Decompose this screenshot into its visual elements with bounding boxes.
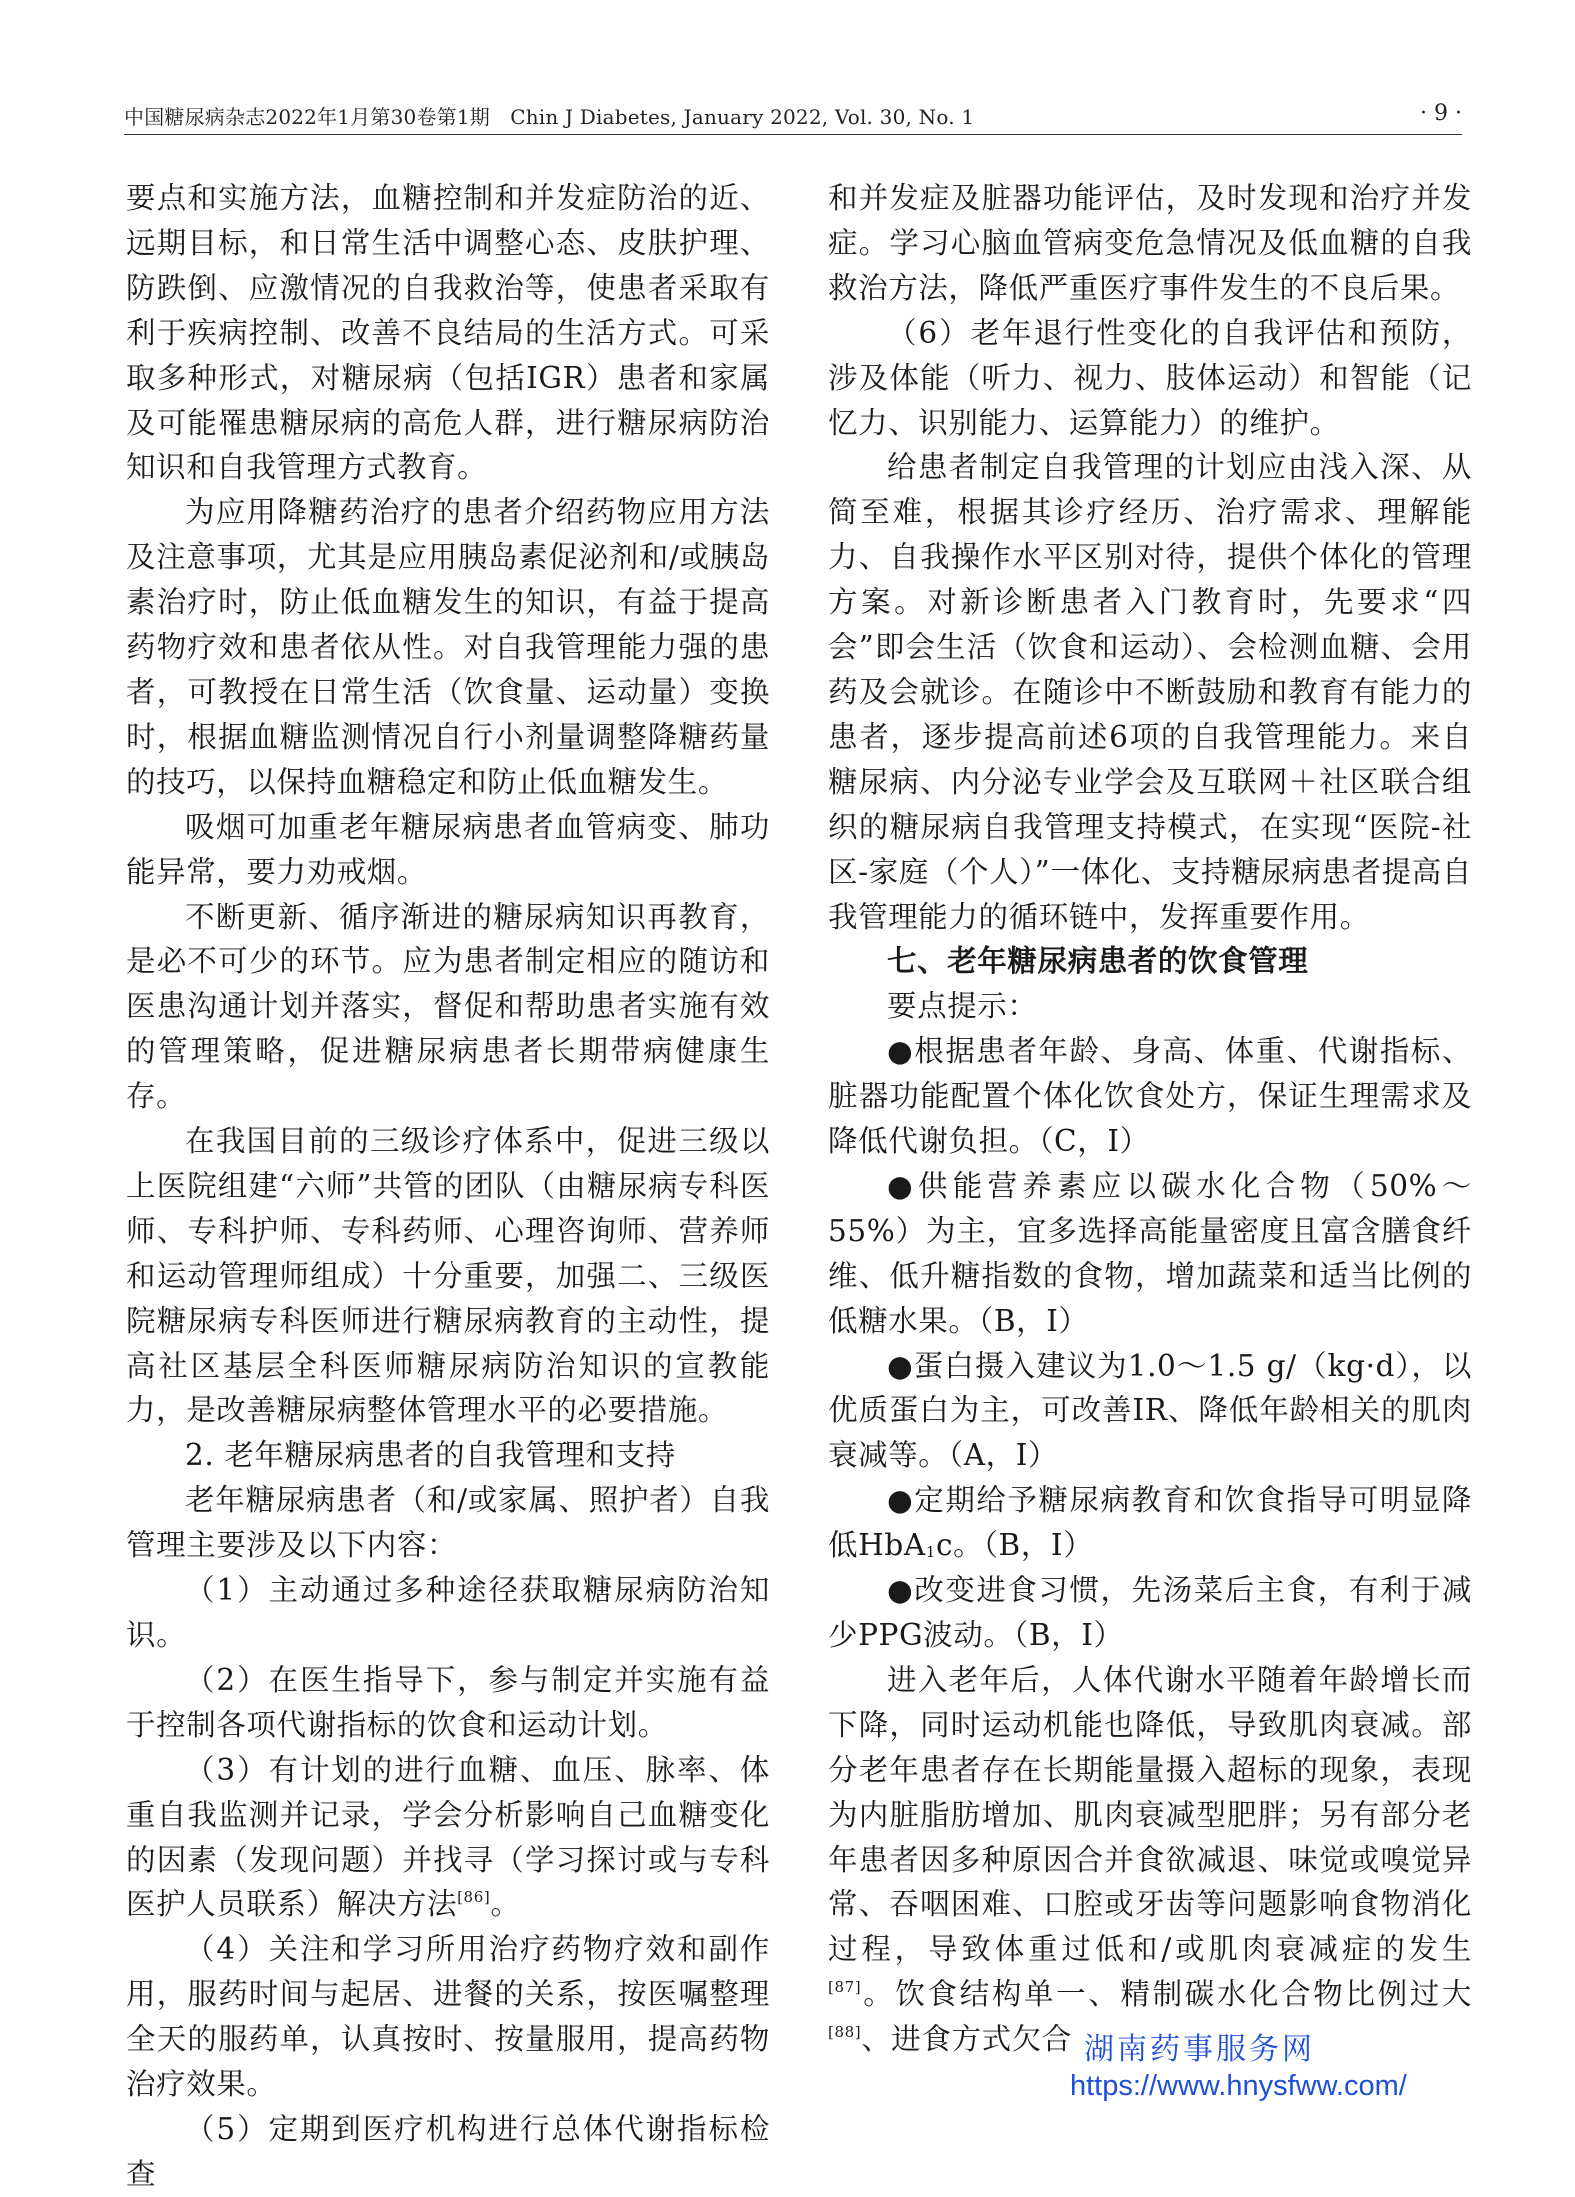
header-rule xyxy=(124,134,1462,135)
running-header xyxy=(124,101,1462,131)
paragraph: 吸烟可加重老年糖尿病患者血管病变、肺功能异常，要力劝戒烟。 xyxy=(126,809,770,889)
section-heading: 七、老年糖尿病患者的饮食管理 xyxy=(887,943,1309,979)
paragraph-text: 、进食方式欠合 xyxy=(861,2022,1072,2057)
sentence-end: 。 xyxy=(490,1887,521,1922)
paragraph: 在我国目前的三级诊疗体系中，促进三级以上医院组建“六师”共管的团队（由糖尿病专科医师、专科护师、专科药师、心理咨询师、营养师和运动管理师组成）十分重要，加强二、三级医院糖尿病专科医师进行糖尿病教育的主动性，提高社区基层全科医师糖尿病防治知识的宣教能力，是改善糖尿病整体管理水平的必要措施。 xyxy=(126,1124,770,1428)
paragraph: 给患者制定自我管理的计划应由浅入深、从简至难，根据其诊疗经历、治疗需求、理解能力、自我操作水平区别对待，提供个体化的管理方案。对新诊断患者入门教育时，先要求“四会”即会生活（饮食和运动）、会检测血糖、会用药及会就诊。在随诊中不断鼓励和教育有能力的患者，逐步提高前述6项的自我管理能力。来自糖尿病、内分泌专业学会及互联网＋社区联合组织的糖尿病自我管理支持模式，在实现“医院-社区-家庭（个人）”一体化、支持糖尿病患者提高自我管理能力的循环链中，发挥重要作用。 xyxy=(828,450,1472,934)
list-item: （2）在医生指导下，参与制定并实施有益于控制各项代谢指标的饮食和运动计划。 xyxy=(126,1662,770,1742)
journal-citation: 中国糖尿病杂志2022年1月第30卷第1期 Chin J Diabetes, January 2022, Vol. 30, No. 1 xyxy=(124,105,975,129)
citation-ref: [87] xyxy=(828,1978,862,1997)
key-point: ●蛋白摄入建议为1.0～1.5 g/（kg·d），以优质蛋白为主，可改善IR、降低年龄相关的肌肉衰减等。（A，Ⅰ） xyxy=(828,1348,1472,1473)
paragraph xyxy=(828,1658,1472,2062)
key-point-text: c。（B，Ⅰ） xyxy=(935,1528,1094,1563)
list-item: （6）老年退行性变化的自我评估和预防，涉及体能（听力、视力、肢体运动）和智能（记忆力、识别能力、运算能力）的维护。 xyxy=(828,315,1472,440)
citation-ref: [88] xyxy=(828,2023,862,2042)
list-item-text: （3）有计划的进行血糖、血压、脉率、体重自我监测并记录，学会分析影响自己血糖变化的因素（发现问题）并找寻（学习探讨或与专科医护人员联系）解决方法 xyxy=(126,1752,770,1922)
key-points-label: 要点提示： xyxy=(887,989,1038,1024)
paragraph: 要点和实施方法，血糖控制和并发症防治的近、远期目标，和日常生活中调整心态、皮肤护理、防跌倒、应激情况的自我救治等，使患者采取有利于疾病控制、改善不良结局的生活方式。可采取多种形式，对糖尿病（包括IGR）患者和家属及可能罹患糖尿病的高危人群，进行糖尿病防治知识和自我管理方式教育。 xyxy=(126,181,770,485)
paragraph: 和并发症及脏器功能评估，及时发现和治疗并发症。学习心脑血管病变危急情况及低血糖的自我救治方法，降低严重医疗事件发生的不良后果。 xyxy=(828,181,1472,305)
paragraph: 老年糖尿病患者（和/或家属、照护者）自我管理主要涉及以下内容： xyxy=(126,1483,770,1563)
citation-ref: [86] xyxy=(457,1888,491,1907)
subsection-heading: 2. 老年糖尿病患者的自我管理和支持 xyxy=(185,1438,676,1473)
key-point: ●根据患者年龄、身高、体重、代谢指标、脏器功能配置个体化饮食处方，保证生理需求及降低代谢负担。（C，Ⅰ） xyxy=(828,1034,1472,1159)
watermark-url: https://www.hnysfww.com/ xyxy=(1070,2070,1407,2102)
paragraph: 不断更新、循序渐进的糖尿病知识再教育，是必不可少的环节。应为患者制定相应的随访和医患沟通计划并落实，督促和帮助患者实施有效的管理策略，促进糖尿病患者长期带病健康生存。 xyxy=(126,899,770,1114)
subscript: 1 xyxy=(925,1543,936,1562)
paragraph-text: 进入老年后，人体代谢水平随着年龄增长而下降，同时运动机能也降低，导致肌肉衰减。部分老年患者存在长期能量摄入超标的现象，表现为内脏脂肪增加、肌肉衰减型肥胖；另有部分老年患者因多种原因合并食欲减退、味觉或嗅觉异常、吞咽困难、口腔或牙齿等问题影响食物消化过程，导致体重过低和/或肌肉衰减症的发生 xyxy=(828,1662,1472,1967)
list-item xyxy=(126,1748,770,1928)
right-column xyxy=(828,176,1472,2062)
left-column xyxy=(126,176,770,2197)
list-item: （4）关注和学习所用治疗药物疗效和副作用，服药时间与起居、进餐的关系，按医嘱整理全天的服药单，认真按时、按量服用，提高药物治疗效果。 xyxy=(126,1932,770,2102)
paragraph-text: 。饮食结构单一、精制碳水化合物比例过大 xyxy=(861,1977,1472,2012)
key-point xyxy=(828,1478,1472,1568)
key-point-text: ●定期给予糖尿病教育和饮食指导可明显降低HbA xyxy=(828,1483,1472,1563)
watermark-name: 湖南药事服务网 xyxy=(1084,2033,1315,2066)
page-number: · 9 · xyxy=(1420,101,1462,126)
list-item: （1）主动通过多种途径获取糖尿病防治知识。 xyxy=(126,1573,770,1652)
paragraph: 为应用降糖药治疗的患者介绍药物应用方法及注意事项，尤其是应用胰岛素促泌剂和/或胰岛素治疗时，防止低血糖发生的知识，有益于提高药物疗效和患者依从性。对自我管理能力强的患者，可教授在日常生活（饮食量、运动量）变换时，根据血糖监测情况自行小剂量调整降糖药量的技巧，以保持血糖稳定和防止低血糖发生。 xyxy=(126,495,770,799)
key-point: ●改变进食习惯，先汤菜后主食，有利于减少PPG波动。（B，Ⅰ） xyxy=(828,1573,1472,1652)
key-point: ●供能营养素应以碳水化合物（50%～55%）为主，宜多选择高能量密度且富含膳食纤维、低升糖指数的食物，增加蔬菜和适当比例的低糖水果。（B，Ⅰ） xyxy=(828,1168,1472,1338)
list-item: （5）定期到医疗机构进行总体代谢指标检查 xyxy=(126,2111,770,2191)
watermark xyxy=(1070,2032,1490,2104)
